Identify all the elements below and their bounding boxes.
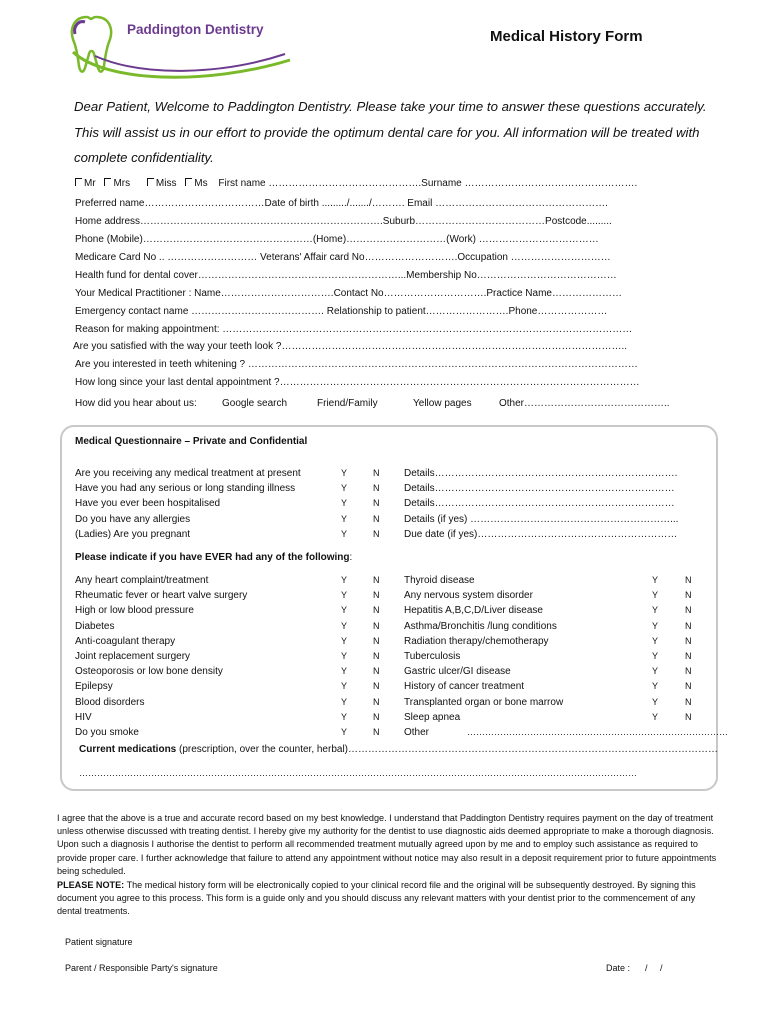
hear-label: How did you hear about us: (75, 398, 197, 409)
yes-checkbox[interactable]: Y (341, 468, 348, 478)
yes-checkbox[interactable]: Y (341, 605, 348, 616)
no-checkbox[interactable]: N (685, 666, 692, 677)
question-label: Do you have any allergies (75, 513, 191, 525)
paddington-logo (65, 12, 295, 87)
no-checkbox[interactable]: N (373, 666, 380, 677)
question-label: Have you ever been hospitalised (75, 498, 221, 510)
condition-label: Sleep apnea (404, 711, 461, 723)
condition-label: Tuberculosis (404, 651, 461, 662)
title-mr-checkbox[interactable]: Mr (75, 178, 96, 189)
no-checkbox[interactable]: N (685, 651, 692, 661)
details-field[interactable]: Details……………………………………………………………… (404, 498, 675, 510)
condition-label: Any nervous system disorder (404, 590, 533, 602)
first-name-field[interactable]: First name ………………………………………. (218, 178, 422, 189)
yes-checkbox[interactable]: Y (341, 620, 348, 631)
question-label: Have you had any serious or long standing illness (75, 483, 296, 495)
no-checkbox[interactable]: N (685, 605, 692, 616)
no-checkbox[interactable]: N (685, 590, 692, 601)
questionnaire-heading: Medical Questionnaire – Private and Confidential (75, 436, 308, 447)
no-checkbox[interactable]: N (373, 513, 380, 524)
yes-checkbox[interactable]: Y (652, 651, 659, 661)
parent-signature-label: Parent / Responsible Party's signature (65, 963, 218, 973)
condition-label: Radiation therapy/chemotherapy (404, 635, 549, 647)
title-checkboxes (75, 178, 637, 189)
agreement-text: I agree that the above is a true and accurate record based on my best knowledge. I understand that Paddington Dentistry requires payment on the day of treatment unless otherwise discussed with treating dentist. I hereby give my authority for the dentist to use diagnostic aids deemed appropriate to make a thorough diagnosis. Upon such a diagnosis I authorise the dentist to perform all recommended treatment mutually agreed upon by me and to employ such assistance as required to provide proper care. I further acknowledge that failure to attend any appointment without notice may also result in a deposit requirement prior to future appointments being scheduled. (57, 813, 717, 876)
yes-checkbox[interactable]: Y (652, 681, 659, 692)
condition-label: Osteoporosis or low bone density (75, 666, 223, 678)
condition-label: Other (404, 727, 430, 738)
condition-label: History of cancer treatment (404, 681, 525, 693)
patient-signature-label: Patient signature (65, 937, 133, 947)
preferred-name-line[interactable]: Preferred name………………………………Date of birth ........./......./………. Email ……………………………………………. (75, 198, 608, 209)
yes-checkbox[interactable]: Y (341, 727, 348, 737)
condition-label: Gastric ulcer/GI disease (404, 666, 511, 678)
yes-checkbox[interactable]: Y (341, 528, 348, 539)
no-checkbox[interactable]: N (373, 727, 380, 737)
practitioner-line[interactable]: Your Medical Practitioner : Name…………………………….Contact No………………………….Practice Name………………… (75, 288, 622, 299)
details-field[interactable]: Due date (if yes)…………………………………………………… (404, 528, 678, 540)
condition-label: Epilepsy (75, 681, 113, 693)
condition-label: Anti-coagulant therapy (75, 635, 176, 647)
checkbox-icon (104, 178, 111, 186)
medications-second-line[interactable]: …………………………………………………………………………………………………………………………………………………………………… (79, 768, 637, 778)
checkbox-icon (147, 178, 154, 186)
no-checkbox[interactable]: N (373, 498, 380, 509)
brand-name: Paddington Dentistry (127, 22, 264, 37)
yes-checkbox[interactable]: Y (652, 620, 659, 631)
emergency-contact-line[interactable]: Emergency contact name …………………………………. Relationship to patient…………………….Phone………………… (75, 306, 608, 317)
yes-checkbox[interactable]: Y (341, 590, 348, 601)
checkbox-icon (75, 178, 82, 186)
details-field[interactable]: Details (if yes) ……………………………………………………... (404, 513, 679, 525)
title-ms-checkbox[interactable]: Ms (185, 178, 207, 189)
reason-line[interactable]: Reason for making appointment: …………………………………………………………………………………………………………… (75, 324, 633, 335)
surname-field[interactable]: Surname ……………………………………………. (421, 178, 638, 189)
yes-checkbox[interactable]: Y (341, 651, 348, 661)
title-miss-checkbox[interactable]: Miss (147, 178, 177, 189)
no-checkbox[interactable]: N (373, 483, 380, 494)
no-checkbox[interactable]: N (373, 590, 380, 601)
no-checkbox[interactable]: N (373, 468, 380, 478)
condition-label: Thyroid disease (404, 575, 475, 586)
current-medications-line[interactable]: Current medications (prescription, over the counter, herbal)………………………………………………………………………………………………… (79, 744, 719, 755)
hear-option-other[interactable]: Other…………………………………….. (499, 398, 670, 409)
yes-checkbox[interactable]: Y (652, 575, 659, 585)
no-checkbox[interactable]: N (373, 696, 380, 707)
yes-checkbox[interactable]: Y (341, 498, 348, 509)
health-fund-line[interactable]: Health fund for dental cover……………………………………………………...Membership No…………………………………… (75, 270, 617, 281)
condition-label: HIV (75, 711, 92, 723)
condition-label: Blood disorders (75, 696, 145, 708)
condition-label: High or low blood pressure (75, 605, 194, 617)
intro-text: Dear Patient, Welcome to Paddington Dentistry. Please take your time to answer these questions accurately. This will assist us in our effort to provide the optimum dental care for you. All information will be treated with complete confidentiality. (74, 99, 707, 165)
question-label: Are you receiving any medical treatment at present (75, 468, 301, 479)
no-checkbox[interactable]: N (373, 528, 380, 539)
hear-option-friend[interactable]: Friend/Family (317, 398, 378, 409)
no-checkbox[interactable]: N (685, 711, 692, 722)
no-checkbox[interactable]: N (373, 575, 380, 585)
whitening-line[interactable]: Are you interested in teeth whitening ? ……………………………………………………………………………………………………… (75, 359, 638, 370)
no-checkbox[interactable]: N (373, 681, 380, 692)
date-field[interactable]: Date : / / (606, 963, 663, 973)
no-checkbox[interactable]: N (685, 635, 692, 646)
yes-checkbox[interactable]: Y (341, 635, 348, 646)
hear-option-yellow-pages[interactable]: Yellow pages (413, 398, 472, 409)
yes-checkbox[interactable]: Y (652, 711, 659, 722)
other-line[interactable]: …………………………………………………………………………… (467, 727, 728, 737)
condition-label: Rheumatic fever or heart valve surgery (75, 590, 248, 602)
yes-checkbox[interactable]: Y (341, 681, 348, 692)
no-checkbox[interactable]: N (373, 635, 380, 646)
yes-checkbox[interactable]: Y (652, 605, 659, 616)
yes-checkbox[interactable]: Y (341, 483, 348, 494)
condition-label: Transplanted organ or bone marrow (404, 696, 564, 708)
satisfied-line[interactable]: Are you satisfied with the way your teeth look ?………………………………………………………………………………………….. (73, 341, 627, 352)
home-address-line[interactable]: Home address……………………………………………………………….Suburb…………………………………Postcode......... (75, 216, 612, 227)
ever-heading: Please indicate if you have EVER had any of the following: (75, 552, 353, 563)
last-appointment-line[interactable]: How long since your last dental appointment ?……………………………………………………………………………………………… (75, 377, 640, 388)
checkbox-icon (185, 178, 192, 186)
yes-checkbox[interactable]: Y (652, 696, 659, 707)
yes-checkbox[interactable]: Y (341, 666, 348, 677)
no-checkbox[interactable]: N (685, 620, 692, 631)
details-field[interactable]: Details……………………………………………………………… (404, 483, 675, 495)
yes-checkbox[interactable]: Y (341, 575, 348, 585)
title-mrs-checkbox[interactable]: Mrs (104, 178, 130, 189)
yes-checkbox[interactable]: Y (652, 590, 659, 601)
hear-option-google[interactable]: Google search (222, 398, 288, 409)
condition-label: Hepatitis A,B,C,D/Liver disease (404, 605, 543, 617)
no-checkbox[interactable]: N (373, 651, 380, 661)
yes-checkbox[interactable]: Y (341, 711, 348, 722)
no-checkbox[interactable]: N (685, 681, 692, 692)
details-field[interactable]: Details………………………………………………………………. (404, 468, 678, 479)
condition-label: Diabetes (75, 620, 115, 632)
yes-checkbox[interactable]: Y (341, 513, 348, 524)
yes-checkbox[interactable]: Y (652, 635, 659, 646)
no-checkbox[interactable]: N (373, 605, 380, 616)
yes-checkbox[interactable]: Y (652, 666, 659, 677)
phone-line[interactable]: Phone (Mobile)……………………………………………(Home)…………………………(Work) ……………………………… (75, 234, 599, 245)
no-checkbox[interactable]: N (373, 620, 380, 631)
no-checkbox[interactable]: N (685, 575, 692, 585)
form-title: Medical History Form (490, 28, 643, 45)
condition-label: Do you smoke (75, 727, 139, 738)
condition-label: Joint replacement surgery (75, 651, 191, 662)
medicare-line[interactable]: Medicare Card No .. ……………………… Veterans' Affair card No……………………….Occupation ………………………… (75, 252, 611, 263)
no-checkbox[interactable]: N (685, 696, 692, 707)
question-label: (Ladies) Are you pregnant (75, 528, 191, 540)
condition-label: Any heart complaint/treatment (75, 575, 209, 586)
condition-label: Asthma/Bronchitis /lung conditions (404, 620, 557, 632)
no-checkbox[interactable]: N (373, 711, 380, 722)
please-note: PLEASE NOTE: The medical history form will be electronically copied to your clinical record file and the original will be subsequently destroyed. By signing this document you agree to this process. This form is a guide only and you should discuss any relevant matters with your dentist prior to the commencement of any dental treatments. (57, 880, 696, 917)
yes-checkbox[interactable]: Y (341, 696, 348, 707)
